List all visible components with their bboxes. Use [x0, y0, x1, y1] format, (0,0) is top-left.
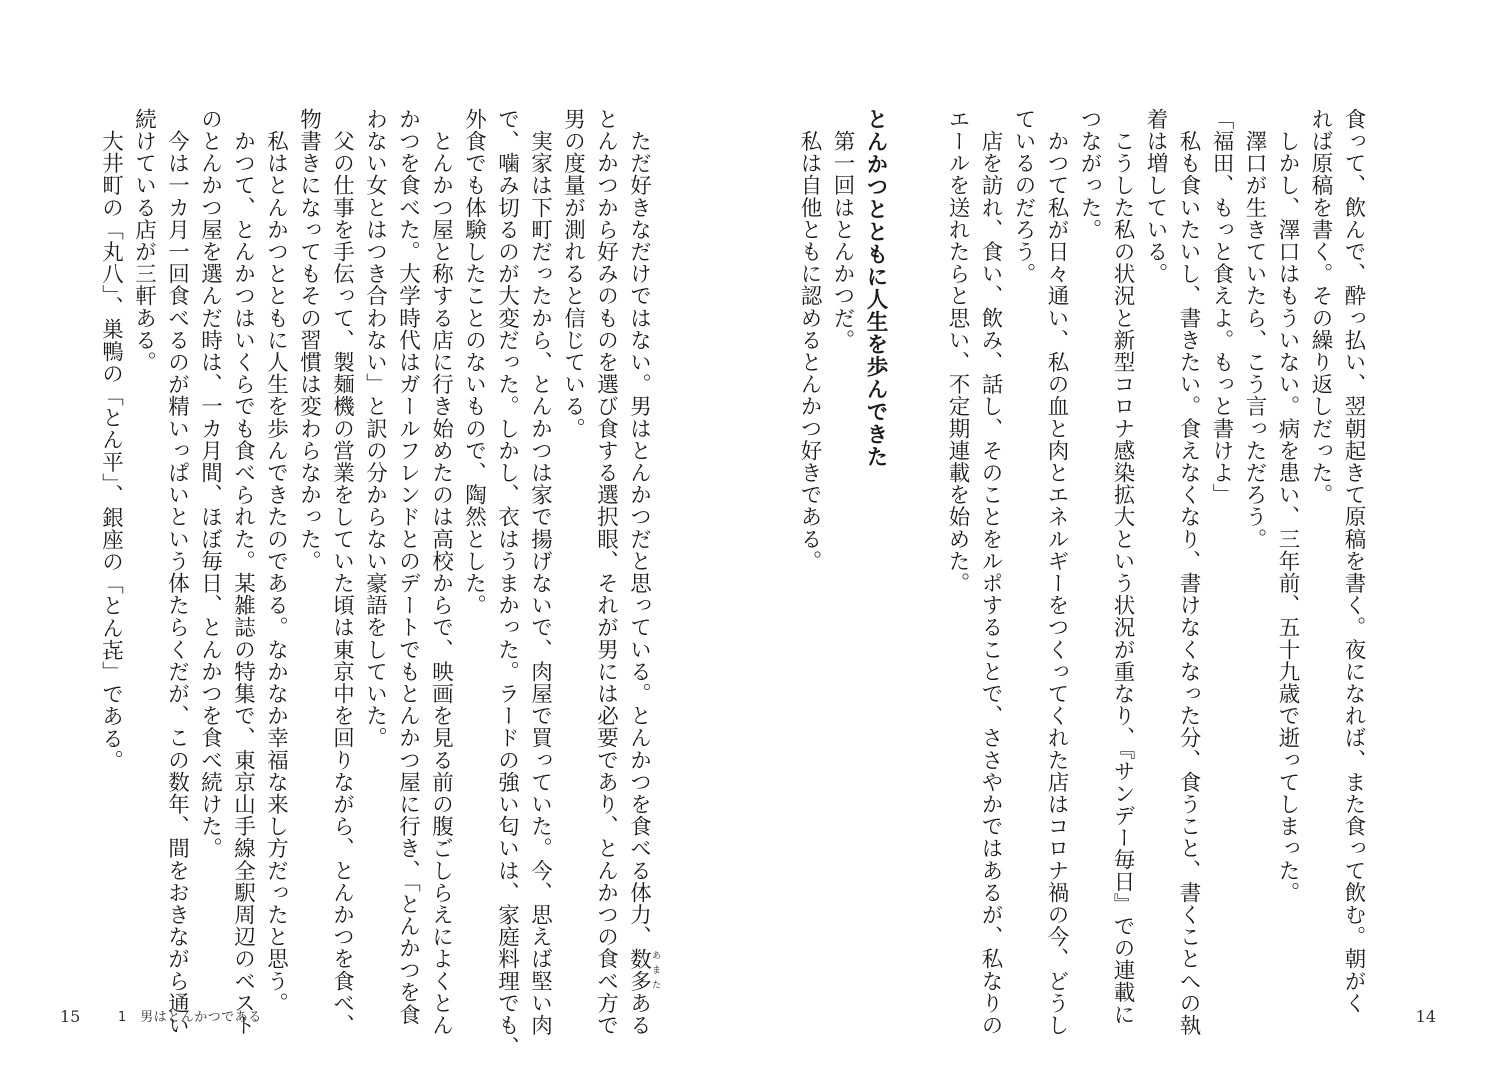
text-line-with-ruby	[623, 108, 661, 1037]
text-line: ているのだろう。	[1011, 108, 1036, 285]
text-line: 食って、飲んで、酔っ払い、翌朝起きて原稿を書く。夜になれば、また食って飲む。朝がく	[1341, 108, 1366, 1015]
text-line: つながった。	[1077, 108, 1102, 241]
text-segment: ある	[626, 992, 652, 1037]
ruby-reading: あまた	[650, 947, 660, 993]
text-line: 外食でも体験したことのないもので、陶然とした。	[461, 108, 487, 617]
text-line: 澤口が生きていたら、こう言っただろう。	[1242, 108, 1267, 550]
ruby-word	[626, 947, 660, 993]
text-line: かつを食べた。大学時代はガールフレンドとのデートでもとんかつ屋に行き、「とんかつを食	[395, 108, 421, 1026]
text-line: 着は増している。	[1143, 108, 1168, 285]
page-number: 15	[60, 1007, 81, 1026]
text-line: 今は一カ月一回食べるのが精いっぱいという体たらくだが、この数年、間をおきながら通い	[164, 108, 190, 1037]
page-number: 14	[1415, 1007, 1436, 1026]
text-line: れば原稿を書く。その繰り返しだった。	[1308, 108, 1333, 506]
text-line: 私はとんかつとともに人生を歩んできたのである。なかなか幸福な来し方だったと思う。	[263, 108, 289, 1015]
text-line: 物書きになってもその習慣は変わらなかった。	[296, 108, 322, 573]
text-line: しかし、澤口はもういない。病を患い、三年前、五十九歳で逝ってしまった。	[1275, 108, 1300, 904]
right-page	[750, 0, 1500, 1076]
text-segment: ただ好きなだけではない。男はとんかつだと思っている。とんかつを食べる体力、	[626, 108, 652, 948]
text-line: 実家は下町だったから、とんかつは家で揚げないで、肉屋で買っていた。今、思えば堅い肉	[527, 108, 553, 1037]
text-line: とんかつ屋と称する店に行き始めたのは高校からで、映画を見る前の腹ごしらえによくとん	[428, 108, 454, 1037]
text-line: 男の度量が測れると信じている。	[560, 108, 586, 440]
right-page-text-column	[740, 108, 1370, 1037]
text-line: 「福田、もっと食えよ。もっと書けよ」	[1209, 108, 1234, 506]
text-line: 続けている店が三軒ある。	[131, 108, 157, 374]
text-line: 大井町の「丸八」、巣鴨の「とん平」、銀座の「とん㐂」である。	[98, 108, 124, 772]
text-line: で、噛み切るのが大変だった。しかし、衣はうまかった。ラードの強い匂いは、家庭料理でも、	[494, 108, 520, 1059]
text-line: かつて、とんかつはいくらでも食べられた。某雑誌の特集で、東京山手線全駅周辺のベスト	[230, 108, 256, 1037]
text-line: 父の仕事を手伝って、製麺機の営業をしていた頃は東京中を回りながら、とんかつを食べ、	[329, 108, 355, 1037]
text-line: のとんかつ屋を選んだ時は、一カ月間、ほぼ毎日、とんかつを食べ続けた。	[197, 108, 223, 860]
text-line: 第一回はとんかつだ。	[830, 108, 855, 352]
ruby-base: 数多	[626, 947, 652, 993]
text-line: 私も食いたいし、書きたい。食えなくなり、書けなくなった分、食うこと、書くことへの執	[1176, 108, 1201, 1037]
text-line: 店を訪れ、食い、飲み、話し、そのことをルポすることで、ささやかではあるが、私なりの	[978, 108, 1003, 1037]
running-head: 1 男はとんかつである	[118, 1010, 262, 1025]
text-line: わない女とはつき合わない」と訳の分からない豪語をしていた。	[362, 108, 388, 749]
text-line: こうした私の状況と新型コロナ感染拡大という状況が重なり、『サンデー毎日』での連載に	[1110, 108, 1135, 1026]
section-heading: とんかつとともに人生を歩んできた	[863, 108, 888, 468]
section-spacer	[908, 108, 941, 958]
text-line: とんかつから好みのものを選び食する選択眼、それが男には必要であり、とんかつの食べ方で	[593, 108, 619, 1037]
section-spacer	[892, 108, 908, 958]
text-line: 私は自他ともに認めるとんかつ好きである。	[797, 108, 822, 573]
text-line: エールを送れたらと思い、不定期連載を始めた。	[945, 108, 970, 595]
text-line: かつて私が日々通い、私の血と肉とエネルギーをつくってくれた店はコロナ禍の今、どうし	[1044, 108, 1069, 1037]
